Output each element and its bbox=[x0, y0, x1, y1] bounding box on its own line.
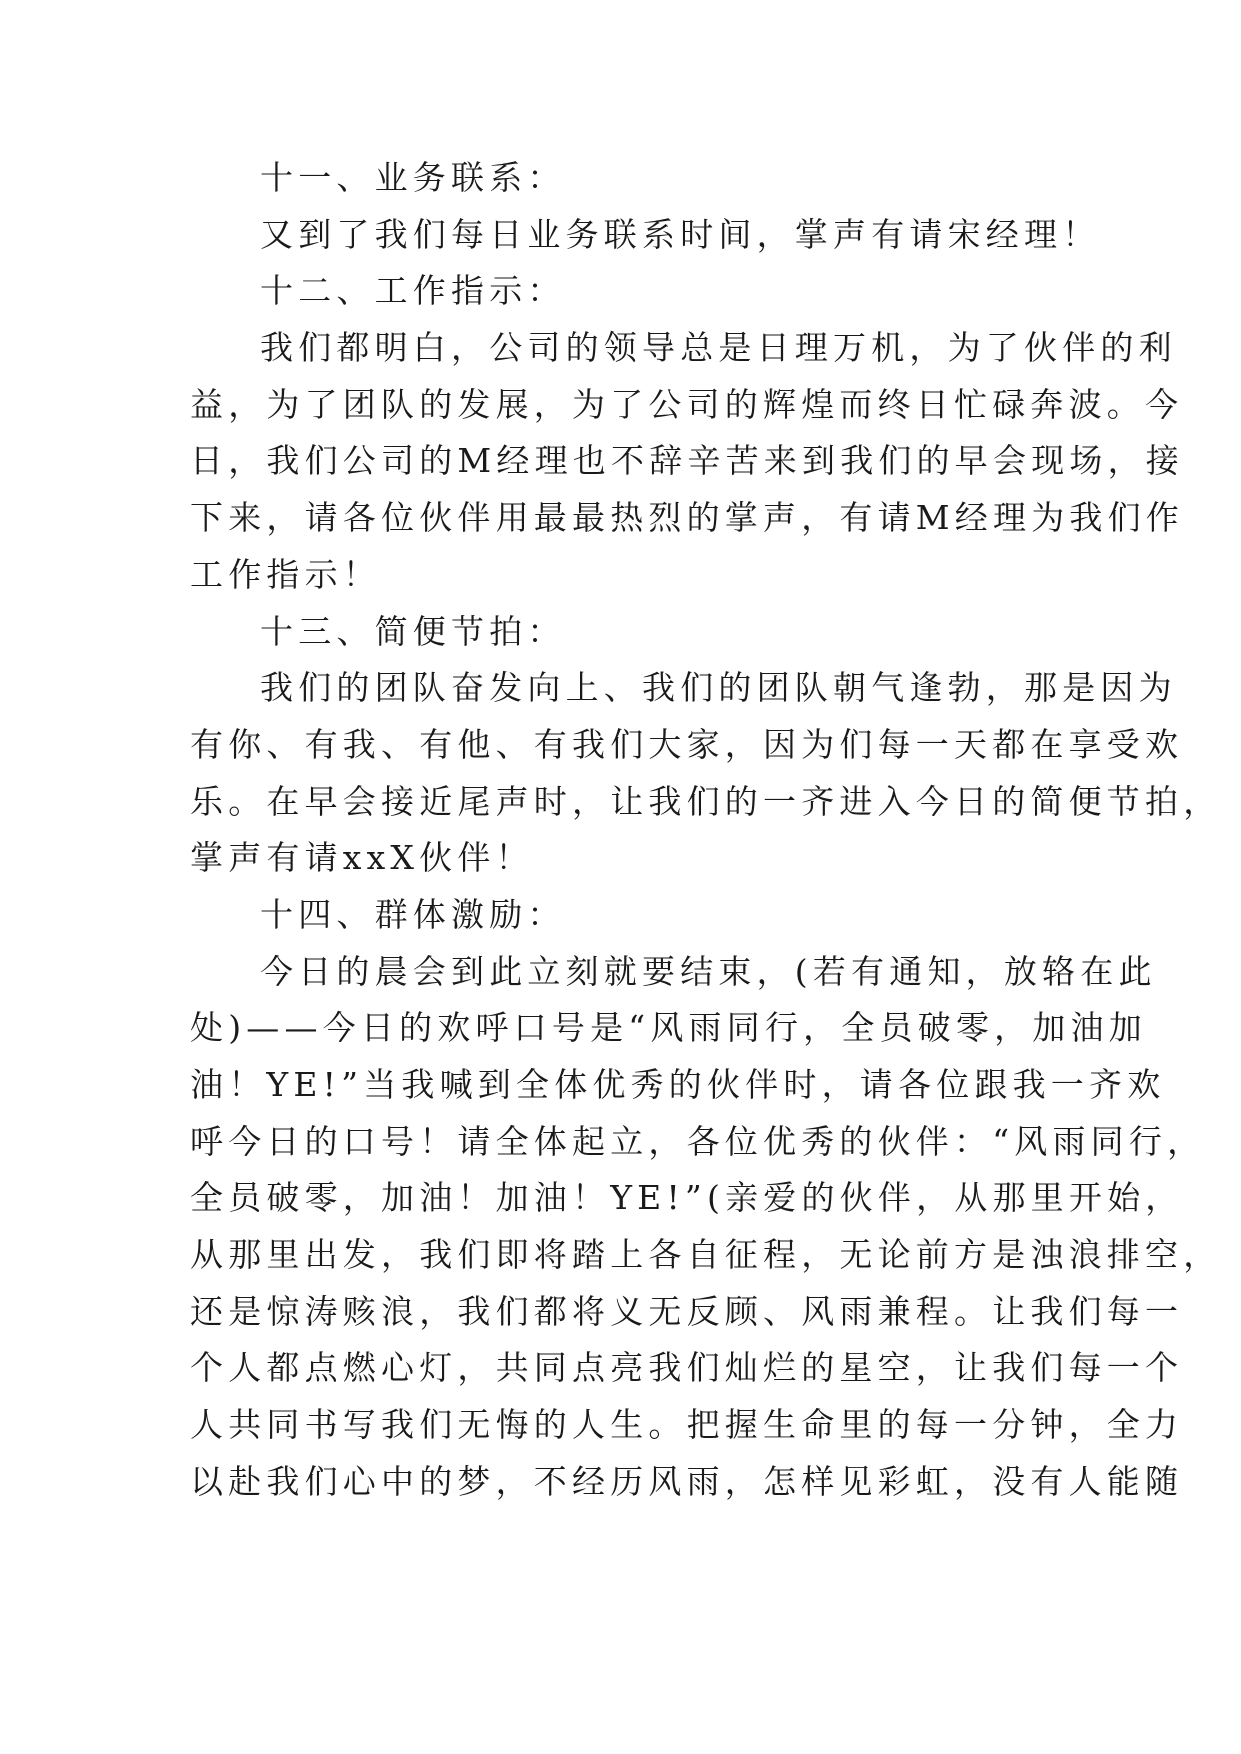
paragraph-line: 还是惊涛赅浪，我们都将义无反顾、风雨兼程。让我们每一 bbox=[190, 1291, 1184, 1331]
paragraph-line: 处)——今日的欢呼口号是“风雨同行，全员破零，加油加 bbox=[190, 1008, 1147, 1048]
paragraph-line: 从那里出发，我们即将踏上各自征程，无论前方是浊浪排空， bbox=[190, 1235, 1222, 1275]
paragraph-line: 全员破零，加油！加油！YE!”(亲爱的伙伴，从那里开始， bbox=[190, 1178, 1184, 1218]
paragraph-line: 乐。在早会接近尾声时，让我们的一齐进入今日的简便节拍， bbox=[190, 781, 1222, 821]
paragraph-line: 有你、有我、有他、有我们大家，因为们每一天都在享受欢 bbox=[190, 724, 1184, 764]
paragraph-line: 益，为了团队的发展，为了公司的辉煌而终日忙碌奔波。今 bbox=[190, 384, 1184, 424]
paragraph-line: 掌声有请xxX伙伴！ bbox=[190, 838, 534, 878]
paragraph-line: 我们都明白，公司的领导总是日理万机，为了伙伴的利 bbox=[260, 328, 1177, 368]
paragraph-line: 我们的团队奋发向上、我们的团队朝气逢勃，那是因为 bbox=[260, 668, 1177, 708]
paragraph-line: 下来，请各位伙伴用最最热烈的掌声，有请M经理为我们作 bbox=[190, 498, 1184, 538]
paragraph-line: 个人都点燃心灯，共同点亮我们灿烂的星空，让我们每一个 bbox=[190, 1348, 1184, 1388]
paragraph-line: 人共同书写我们无悔的人生。把握生命里的每一分钟，全力 bbox=[190, 1405, 1184, 1445]
paragraph-line: 工作指示！ bbox=[190, 554, 381, 594]
paragraph-line: 以赴我们心中的梦，不经历风雨，怎样见彩虹，没有人能随 bbox=[190, 1461, 1184, 1501]
paragraph-line: 今日的晨会到此立刻就要结束，(若有通知，放辂在此 bbox=[260, 951, 1157, 991]
paragraph-line: 油！YE!”当我喊到全体优秀的伙伴时，请各位跟我一齐欢 bbox=[190, 1065, 1166, 1104]
section-heading-13: 十三、简便节拍： bbox=[260, 611, 566, 651]
paragraph-line: 呼今日的口号！请全体起立，各位优秀的伙伴：“风雨同行， bbox=[190, 1121, 1206, 1161]
section-heading-14: 十四、群体激励： bbox=[260, 894, 566, 934]
section-heading-12: 十二、工作指示： bbox=[260, 271, 566, 311]
paragraph-line: 日，我们公司的M经理也不辞辛苦来到我们的早会现场，接 bbox=[190, 441, 1184, 481]
paragraph-line: 又到了我们每日业务联系时间，掌声有请宋经理！ bbox=[260, 214, 1101, 254]
document-body bbox=[190, 150, 1222, 1511]
section-heading-11: 十一、业务联系： bbox=[260, 158, 566, 197]
